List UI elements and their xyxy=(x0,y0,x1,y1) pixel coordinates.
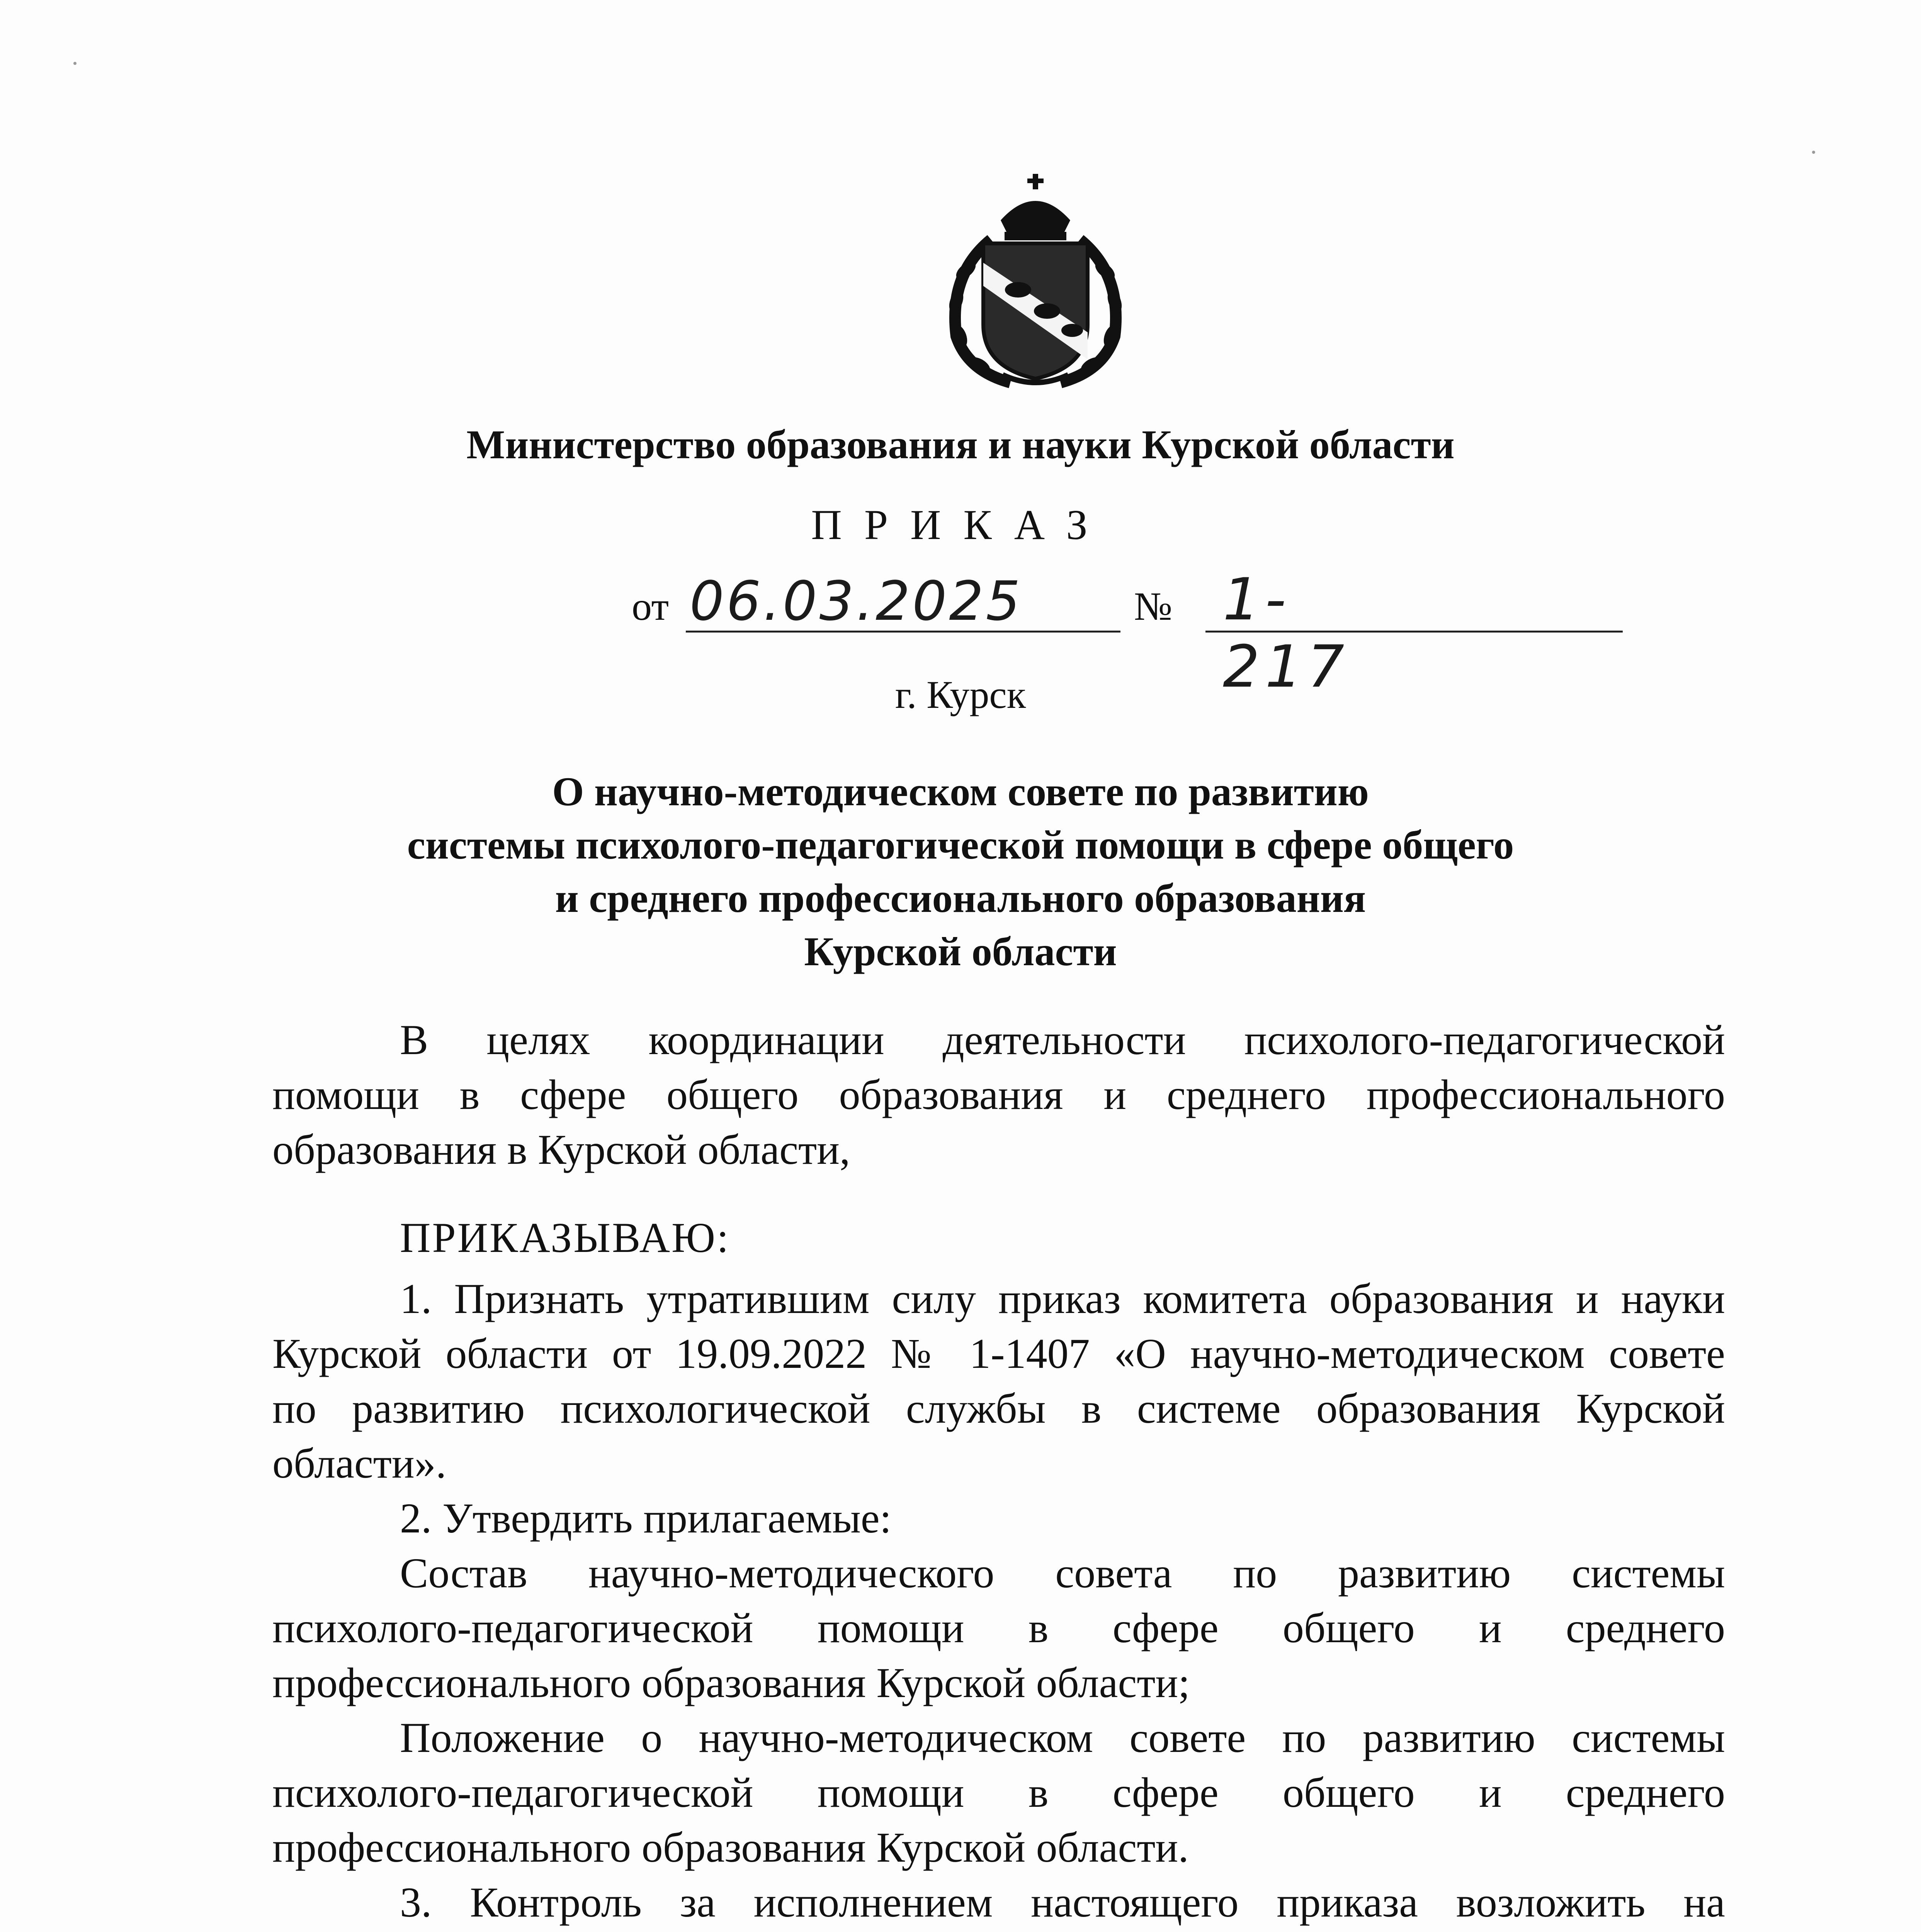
text-line: профессионального образования Курской области. xyxy=(272,1824,1189,1871)
text-line: психолого-педагогической помощи в сфере общего и среднего xyxy=(272,1604,1725,1651)
text-line: 2. Утвердить прилагаемые: xyxy=(400,1495,892,1542)
text-line: психолого-педагогической помощи в сфере общего и среднего xyxy=(272,1769,1725,1816)
number-label: № xyxy=(1134,584,1173,629)
text-line: по развитию психологической службы в системе образования Курской xyxy=(272,1385,1725,1432)
order-date-handwritten: 06.03.2025 xyxy=(690,570,1023,633)
text-line: Положение о научно-методическом совете по развитию системы xyxy=(400,1714,1725,1761)
text-line: В целях координации деятельности психолого-педагогической xyxy=(400,1016,1725,1063)
text-line: Курской области от 19.09.2022 № 1-1407 «О научно-методическом совете xyxy=(272,1330,1725,1377)
text-line: Состав научно-методического совета по развитию системы xyxy=(400,1549,1725,1597)
city: г. Курск xyxy=(895,673,1026,717)
text-line: области». xyxy=(272,1440,447,1487)
order-title: ПРИКАЗ xyxy=(811,501,1110,548)
decree-word: ПРИКАЗЫВАЮ: xyxy=(400,1214,730,1261)
subject-line: системы психолого-педагогической помощи в сфере общего xyxy=(407,822,1514,867)
ministry-name: Министерство образования и науки Курской области xyxy=(466,422,1455,467)
text-line: образования в Курской области, xyxy=(272,1126,850,1173)
text-line: 1. Признать утратившим силу приказ комитета образования и науки xyxy=(400,1275,1725,1322)
order-points xyxy=(272,1271,1725,1932)
subject-line: и среднего профессионального образования xyxy=(555,876,1366,921)
scan-speck xyxy=(73,62,76,65)
text-line: помощи в сфере общего образования и среднего профессионального xyxy=(272,1071,1725,1118)
text-line: профессионального образования Курской области; xyxy=(272,1659,1190,1706)
scan-speck xyxy=(1812,151,1815,154)
coat-of-arms-emblem xyxy=(933,174,1138,390)
order-subject xyxy=(0,765,1921,978)
order-number-handwritten: 1-217 xyxy=(1223,566,1350,701)
intro-paragraph xyxy=(272,1012,1725,1177)
subject-line: Курской области xyxy=(804,929,1117,974)
subject-line: О научно-методическом совете по развитию xyxy=(552,769,1369,814)
text-line: 3. Контроль за исполнением настоящего приказа возложить на xyxy=(400,1879,1725,1926)
date-prefix: от xyxy=(632,584,669,629)
text-line xyxy=(272,1930,1725,1932)
